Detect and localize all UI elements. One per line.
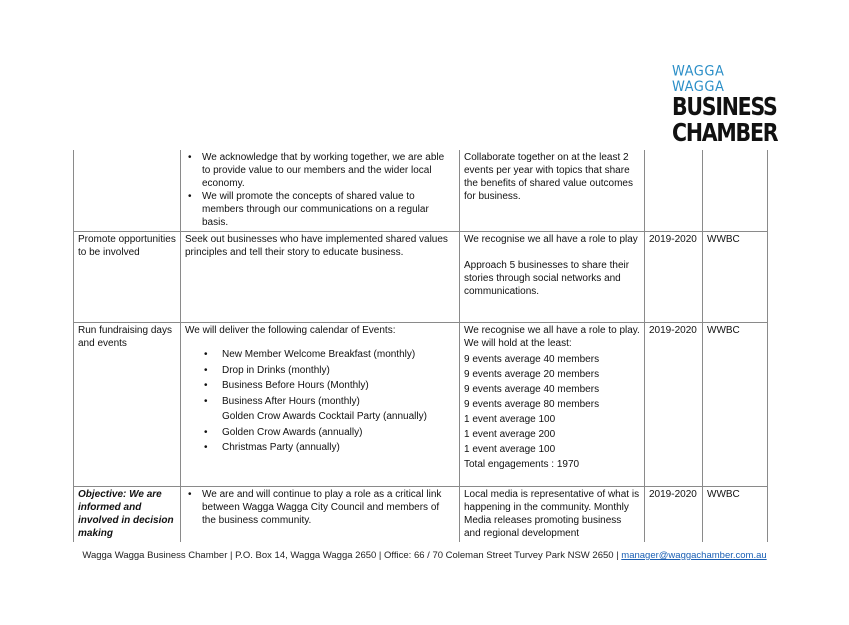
objective-cell: Objective: We are informed and involved in decision making [74, 487, 181, 543]
action-cell [181, 323, 460, 487]
list-item: • We acknowledge that by working together, we are able to provide value to our members and the wider local economy. [185, 151, 455, 190]
measure-intro: We recognise we all have a role to play. We will hold at the least: [464, 325, 640, 349]
measure-cell [460, 323, 645, 487]
logo-line-1: WAGGA WAGGA [672, 63, 725, 96]
goal-cell [74, 150, 181, 232]
list-item: • Drop in Drinks (monthly) [185, 363, 455, 379]
year-cell: 2019-2020 [645, 323, 703, 487]
logo-line-3: CHAMBER [672, 118, 778, 147]
action-cell: Seek out businesses who have implemented shared values principles and tell their story to educate business. [181, 232, 460, 323]
events-list [185, 347, 455, 456]
email-link[interactable]: manager@waggachamber.com.au [621, 550, 767, 561]
year-cell [645, 150, 703, 232]
list-item: 1 event average 100 [464, 414, 556, 425]
list-item: 1 event average 100 [464, 444, 556, 455]
owner-cell: WWBC [703, 232, 768, 323]
list-item: Golden Crow Awards Cocktail Party (annually) [222, 411, 427, 422]
list-item: 9 events average 40 members [464, 384, 600, 395]
list-item: • Business After Hours (monthly) [185, 394, 455, 410]
logo-line-2: BUSINESS [672, 92, 777, 121]
list-item: • Golden Crow Awards (annually) [185, 425, 455, 441]
events-intro: We will deliver the following calendar of Events: [185, 325, 396, 336]
list-item: 9 events average 40 members [464, 354, 600, 365]
list-item: 1 event average 200 [464, 429, 556, 440]
list-item: • We are and will continue to play a role as a critical link between Wagga Wagga City Council and members of the business community. [185, 488, 455, 527]
footer-text: Wagga Wagga Business Chamber | P.O. Box 14, Wagga Wagga 2650 | Office: 66 / 70 Coleman Street Turvey Park NSW 2650 | [82, 550, 622, 561]
table-row [74, 487, 768, 543]
goal-cell: Promote opportunities to be involved [74, 232, 181, 323]
chamber-logo [672, 63, 778, 147]
list-item: • Christmas Party (annually) [185, 440, 455, 456]
action-cell [181, 150, 460, 232]
list-item: • New Member Welcome Breakfast (monthly) [185, 347, 455, 363]
list-item: • We will promote the concepts of shared value to members through our communications on a regular basis. [185, 190, 455, 229]
measure-cell: Local media is representative of what is happening in the community. Monthly Media releases promoting business and regional development [460, 487, 645, 543]
list-item: • Business Before Hours (Monthly) [185, 378, 455, 394]
measure-line: We recognise we all have a role to play [464, 234, 638, 245]
measure-line: Approach 5 businesses to share their stories through social networks and communications. [464, 260, 630, 297]
table-row [74, 323, 768, 487]
list-item: Total engagements : 1970 [464, 459, 580, 470]
table-row [74, 150, 768, 232]
list-item: 9 events average 20 members [464, 369, 600, 380]
year-cell: 2019-2020 [645, 487, 703, 543]
measure-cell: Collaborate together on at the least 2 events per year with topics that share the benefits of shared value outcomes for business. [460, 150, 645, 232]
table-row [74, 232, 768, 323]
goal-cell: Run fundraising days and events [74, 323, 181, 487]
page-footer [0, 550, 849, 561]
owner-cell: WWBC [703, 487, 768, 543]
action-plan-table [73, 150, 768, 542]
year-cell: 2019-2020 [645, 232, 703, 323]
action-cell [181, 487, 460, 543]
measure-cell [460, 232, 645, 323]
owner-cell: WWBC [703, 323, 768, 487]
list-item: 9 events average 80 members [464, 399, 600, 410]
owner-cell [703, 150, 768, 232]
